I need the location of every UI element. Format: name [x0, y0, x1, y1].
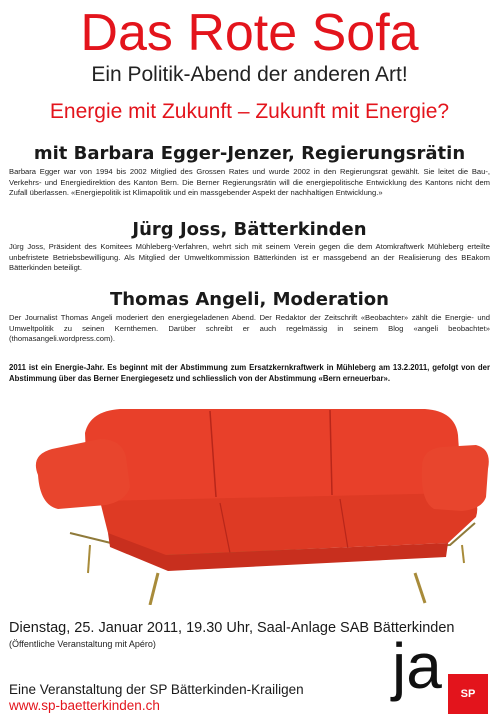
sofa-back [85, 409, 462, 505]
poster-subtitle: Ein Politik-Abend der anderen Art! [91, 63, 408, 86]
sofa-leg-back-right [462, 545, 464, 563]
sofa-leg-front-left [150, 573, 158, 605]
organizer-text: Eine Veranstaltung der SP Bätterkinden-Krailigen [9, 682, 304, 697]
speaker-bio-egger: Barbara Egger war von 1994 bis 2002 Mitglied des Grossen Rates und wurde 2002 in den Regierungsrat gewählt. Sie leitet die Bau-, Verkehrs- und Energiedirektion des Kanton Bern. Die Berner Regierungsrätin will die energiepolitische Entwicklung des Kantons nicht dem Zufall überlassen. «Energiepolitik ist Klimapolitik und ein massgebender Aspekt der nachhaltigen Entwicklung.» [9, 167, 490, 197]
website-link[interactable]: www.sp-baetterkinden.ch [9, 698, 160, 713]
speaker-name-egger: mit Barbara Egger-Jenzer, Regierungsrätin [33, 143, 466, 164]
intro-text: 2011 ist ein Energie-Jahr. Es beginnt mit der Abstimmung zum Ersatzkernkraftwerk in Mühleberg am 13.2.2011, gefolgt von der Abstimmung über das Berner Energiegesetz und schliesslich von der Abstimmung «Bern erneuerbar». [9, 363, 490, 383]
speaker-bio-joss: Jürg Joss, Präsident des Komitees Mühleberg-Verfahren, wehrt sich mit seinem Verein gegen die dem Atomkraftwerk Mühleberg erteilte unbefristete Betriebsbewilligung. Als Mitglied der Umweltkommission Bätterkinden ist er massgebend an der Realisierung des BEakom Bätterkinden beteiligt. [9, 242, 490, 272]
sofa-leg-front-right [415, 573, 425, 603]
speaker-name-angeli: Thomas Angeli, Moderation [110, 289, 389, 310]
speaker-bio-angeli: Der Journalist Thomas Angeli moderiert den energiegeladenen Abend. Der Redaktor der Zeitschrift «Beobachter» zählt die Energie- und Umweltpolitik zu seinen Kernthemen. Darüber schreibt er auch regelmässig in seinem Blog «angeli beobachtet» (thomasangeli.wordpress.com). [9, 313, 490, 343]
ja-word: ja [392, 630, 442, 702]
sp-logo-icon: SP [448, 674, 488, 714]
event-topic: Energie mit Zukunft – Zukunft mit Energie? [49, 100, 450, 123]
sofa-leg-back-left [88, 545, 90, 573]
sofa-cushion-left [36, 439, 130, 509]
red-sofa-image [30, 405, 490, 605]
speaker-name-joss: Jürg Joss, Bätterkinden [132, 219, 367, 240]
sofa-cushion-right [422, 445, 489, 511]
event-note: (Öffentliche Veranstaltung mit Apéro) [9, 639, 156, 649]
event-date-location: Dienstag, 25. Januar 2011, 19.30 Uhr, Saal-Anlage SAB Bätterkinden [9, 620, 455, 636]
poster-title: Das Rote Sofa [80, 4, 419, 62]
